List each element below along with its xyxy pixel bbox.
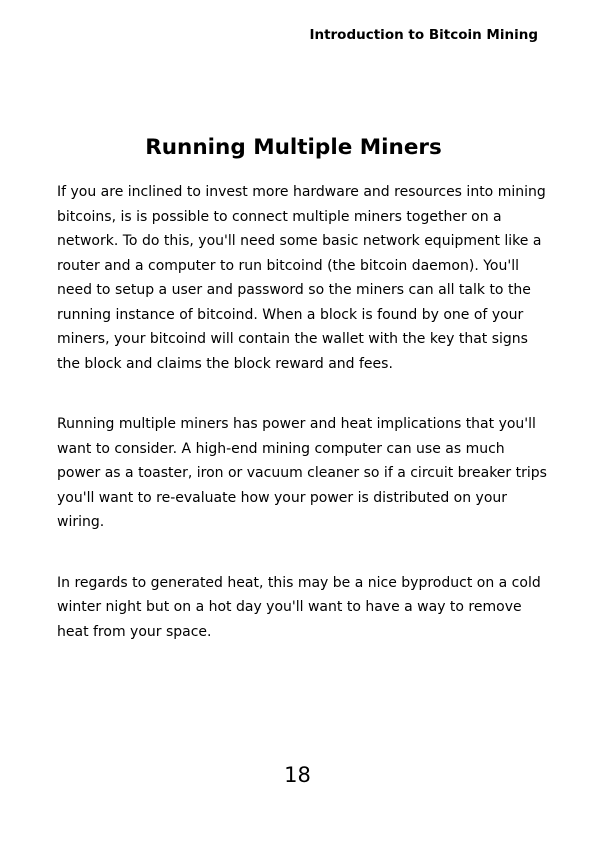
section-title: Running Multiple Miners [145, 135, 442, 161]
paragraph: If you are inclined to invest more hardware and resources into mining bitcoins, is is possible to connect multiple miners together on a network. To do this, you'll need some basic network equipment like a router and a computer to run bitcoind (the bitcoin daemon). You'll need to setup a user and password so the miners can all talk to the running instance of bitcoind. When a block is found by one of your miners, your bitcoind will contain the wallet with the key that signs the block and claims the block reward and fees. [57, 184, 546, 372]
body-text [57, 180, 547, 680]
paragraph: In regards to generated heat, this may be a nice byproduct on a cold winter night but on a hot day you'll want to have a way to remove heat from your space. [57, 574, 541, 640]
page-number: 18 [284, 763, 311, 787]
paragraph: Running multiple miners has power and heat implications that you'll want to consider. A high-end mining computer can use as much power as a toaster, iron or vacuum cleaner so if a circuit breaker trips you'll want to re-evaluate how your power is distributed on your wiring. [57, 416, 547, 530]
running-header: Introduction to Bitcoin Mining [309, 27, 538, 43]
